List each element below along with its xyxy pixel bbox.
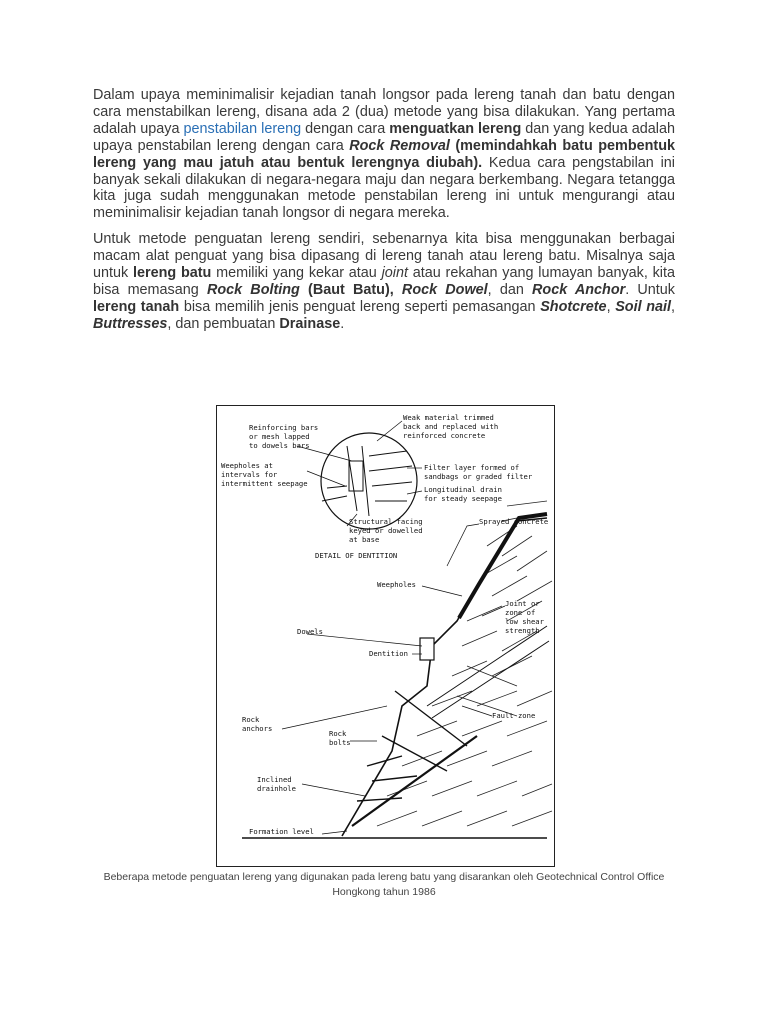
text: . Untuk [625, 281, 675, 298]
bold-rock-anchor: Rock Anchor [532, 281, 626, 298]
article-body [93, 87, 675, 342]
text-tanah-longsor: tanah longsor [340, 87, 430, 103]
label-weepholes-intervals: Weepholes at [221, 461, 273, 470]
label-formation-level: Formation level [249, 827, 314, 836]
label-dentition: Dentition [369, 649, 408, 658]
text: Dalam upaya meminimalisir kejadian [93, 87, 341, 103]
text: bisa memilih jenis penguat lereng seperti pemasangan [179, 298, 541, 315]
text: , [671, 298, 675, 315]
label-filter-layer-2: sandbags or graded filter [424, 472, 533, 481]
paragraph-1 [93, 87, 675, 222]
label-inclined-drainhole-2: drainhole [257, 784, 296, 793]
label-sprayed-concrete: Sprayed concrete [479, 517, 549, 526]
bold-explanation: (memindahkah batu pembentuk lereng yang mau jatuh atau bentuk lerengnya diubah). [93, 137, 675, 171]
dentition-block [420, 638, 434, 660]
bold-buttresses: Buttresses [93, 315, 168, 332]
text: dan yang kedua adalah upaya penstabilan lereng dengan cara [93, 120, 675, 154]
bold-baut-batu: (Baut Batu), [299, 281, 402, 298]
bold-menguatkan-lereng: menguatkan lereng [389, 120, 522, 137]
label-rock-anchors: Rock [242, 715, 260, 724]
label-joint-2: zone of [505, 608, 536, 617]
bold-shotcrete: Shotcrete [540, 298, 607, 315]
label-joint-3: low shear [505, 617, 544, 626]
label-rock-bolts: Rock [329, 729, 347, 738]
italic-joint: joint [381, 265, 408, 282]
link-penstabilan-lereng[interactable]: penstabilan lereng [183, 120, 302, 137]
label-longitudinal-drain-2: for steady seepage [424, 494, 502, 503]
label-reinforcing-bars-2: or mesh lapped [249, 432, 310, 441]
label-longitudinal-drain: Longitudinal drain [424, 485, 502, 494]
figure-caption: Beberapa metode penguatan lereng yang digunakan pada lereng batu yang disarankan oleh Geotechnical Control Office Hongkong tahun 1986 [103, 871, 665, 898]
bold-soil-nail: Soil nail [615, 298, 671, 315]
label-fault-zone: Fault zone [492, 711, 536, 720]
label-joint-4: strength [505, 626, 540, 635]
label-rock-anchors-2: anchors [242, 724, 273, 733]
label-joint: Joint or [505, 599, 540, 608]
paragraph-2 [93, 231, 675, 332]
label-dowels: Dowels [297, 627, 323, 636]
label-structural-facing: Structural facing [349, 517, 423, 526]
slope-reinforcement-diagram [216, 405, 555, 867]
text: atau rekahan yang lumayan banyak, kita bisa memasang [93, 265, 676, 298]
label-structural-facing-2: keyed or dowelled [349, 526, 423, 535]
bold-rock-bolting: Rock Bolting [206, 281, 300, 298]
slope-face [342, 518, 547, 836]
text: , [606, 298, 616, 315]
fault-zone [427, 626, 549, 718]
label-detail-of-dentition: DETAIL OF DENTITION [315, 551, 398, 560]
bold-rock-removal: Rock Removal [349, 137, 450, 154]
text: , dan pembuatan [167, 315, 280, 332]
label-weepholes-intervals-2: intervals for [221, 470, 278, 479]
bold-lereng-tanah: lereng tanah [93, 298, 180, 315]
label-filter-layer: Filter layer formed of [424, 463, 520, 472]
label-weak-material: Weak material trimmed [403, 413, 494, 422]
text: dengan cara [301, 120, 390, 137]
rock-anchors [357, 691, 467, 801]
text: Untuk metode penguatan lereng sendiri, sebenarnya kita bisa menggunakan berbagai macam alat penguat yang bisa dipasang di lereng tanah atau lereng batu. Misalnya saja untuk [93, 231, 675, 282]
label-structural-facing-3: at base [349, 535, 380, 544]
text: pada lereng tanah dan batu dengan cara menstabilkan lereng, disana ada 2 (dua) metode yang bisa dilakukan. Yang pertama adalah upaya [93, 87, 675, 137]
text: . [340, 315, 345, 332]
label-reinforcing-bars-3: to dowels bars [249, 441, 310, 450]
text: memiliki yang kekar atau [211, 265, 382, 282]
label-reinforcing-bars: Reinforcing bars [249, 423, 319, 432]
label-weak-material-3: reinforced concrete [403, 431, 486, 440]
text: Kedua cara pengstabilan ini banyak sekali dilakukan di negara-negara maju dan negara berkembang. Negara tetangga kita juga sudah menggunakan metode penstabilan lereng ini untuk mengurangi atau meminimalisir kejadian tanah longsor di negara mereka. [93, 154, 675, 222]
label-rock-bolts-2: bolts [329, 738, 351, 747]
text: , dan [487, 281, 533, 298]
diagram-svg [217, 406, 554, 866]
bold-lereng-batu: lereng batu [132, 265, 212, 282]
label-weepholes: Weepholes [377, 580, 416, 589]
bold-drainase: Drainase [279, 315, 341, 332]
label-weak-material-2: back and replaced with [403, 422, 499, 431]
label-inclined-drainhole: Inclined [257, 775, 292, 784]
label-weepholes-intervals-3: intermittent seepage [221, 479, 308, 488]
bold-rock-dowel: Rock Dowel [401, 281, 488, 298]
